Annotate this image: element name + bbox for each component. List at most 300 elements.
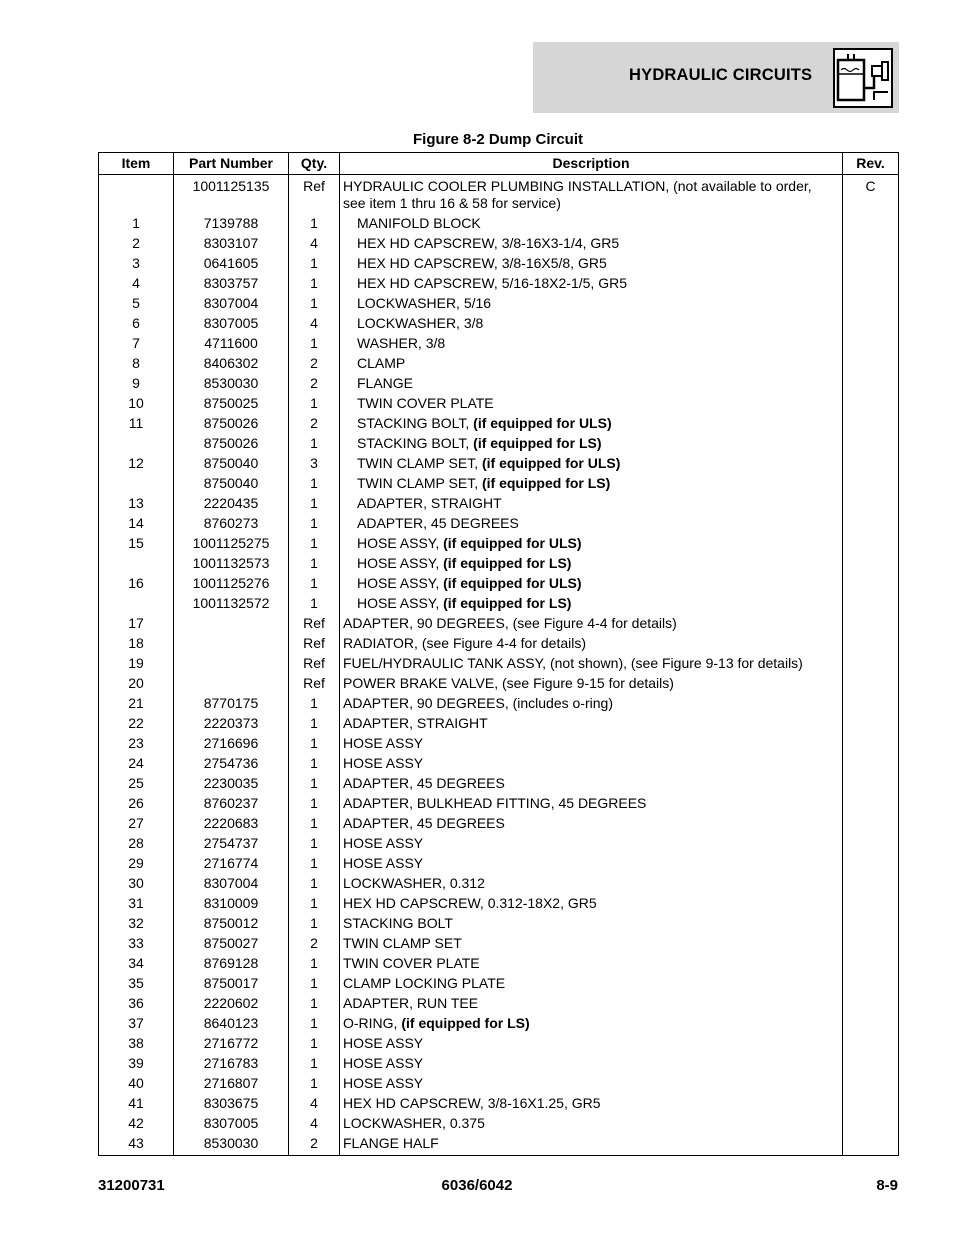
description-cell bbox=[340, 254, 843, 274]
equipment-note: (if equipped for LS) bbox=[481, 475, 611, 491]
description-text: ADAPTER, 45 DEGREES bbox=[357, 515, 519, 531]
qty-cell: 1 bbox=[289, 1074, 340, 1094]
table-row bbox=[99, 774, 899, 794]
description-text: ADAPTER, BULKHEAD FITTING, 45 DEGREES bbox=[343, 795, 647, 811]
description-cell bbox=[340, 334, 843, 354]
description-text: STACKING BOLT, bbox=[357, 415, 474, 431]
qty-cell: 1 bbox=[289, 974, 340, 994]
qty-cell: 1 bbox=[289, 894, 340, 914]
description-text: ADAPTER, 90 DEGREES, (includes o-ring) bbox=[343, 695, 613, 711]
description-text: HOSE ASSY bbox=[343, 1075, 424, 1091]
rev-cell bbox=[843, 314, 899, 334]
item-cell: 8 bbox=[99, 354, 174, 374]
part-number-cell bbox=[174, 674, 289, 694]
qty-cell: 4 bbox=[289, 1094, 340, 1114]
description-text: LOCKWASHER, 5/16 bbox=[357, 295, 492, 311]
qty-cell: 1 bbox=[289, 394, 340, 414]
rev-cell bbox=[843, 614, 899, 634]
table-row bbox=[99, 874, 899, 894]
item-cell: 39 bbox=[99, 1054, 174, 1074]
qty-cell: 2 bbox=[289, 1134, 340, 1156]
description-cell bbox=[340, 874, 843, 894]
item-cell bbox=[99, 594, 174, 614]
table-row bbox=[99, 254, 899, 274]
description-text: TWIN CLAMP SET bbox=[343, 935, 462, 951]
description-text: STACKING BOLT bbox=[343, 915, 453, 931]
parts-table bbox=[98, 152, 899, 1156]
item-cell: 9 bbox=[99, 374, 174, 394]
rev-cell bbox=[843, 474, 899, 494]
part-number-cell: 8770175 bbox=[174, 694, 289, 714]
rev-cell bbox=[843, 654, 899, 674]
description-text: RADIATOR, (see Figure 4-4 for details) bbox=[343, 635, 587, 651]
rev-cell bbox=[843, 334, 899, 354]
table-row bbox=[99, 175, 899, 214]
description-cell bbox=[340, 1134, 843, 1156]
rev-cell bbox=[843, 454, 899, 474]
rev-cell bbox=[843, 414, 899, 434]
rev-cell bbox=[843, 1094, 899, 1114]
description-text: FLANGE bbox=[357, 375, 414, 391]
description-cell bbox=[340, 175, 843, 214]
part-number-cell: 1001132573 bbox=[174, 554, 289, 574]
rev-cell bbox=[843, 274, 899, 294]
description-cell bbox=[340, 934, 843, 954]
description-text: FLANGE HALF bbox=[343, 1135, 439, 1151]
table-row bbox=[99, 274, 899, 294]
table-row bbox=[99, 374, 899, 394]
rev-cell bbox=[843, 734, 899, 754]
description-text: HEX HD CAPSCREW, 3/8-16X3-1/4, GR5 bbox=[357, 235, 620, 251]
qty-cell: 1 bbox=[289, 814, 340, 834]
description-text: TWIN CLAMP SET, bbox=[357, 475, 482, 491]
table-row bbox=[99, 454, 899, 474]
description-text: HOSE ASSY bbox=[343, 1035, 424, 1051]
hydraulic-tank-icon bbox=[833, 48, 893, 108]
table-row bbox=[99, 1094, 899, 1114]
rev-cell bbox=[843, 1114, 899, 1134]
rev-cell bbox=[843, 394, 899, 414]
description-text: ADAPTER, 45 DEGREES bbox=[343, 815, 505, 831]
description-cell bbox=[340, 634, 843, 654]
description-text: HEX HD CAPSCREW, 3/8-16X5/8, GR5 bbox=[357, 255, 607, 271]
description-text: POWER BRAKE VALVE, (see Figure 9-15 for details) bbox=[343, 675, 674, 691]
rev-cell bbox=[843, 1034, 899, 1054]
rev-cell bbox=[843, 1074, 899, 1094]
item-cell: 22 bbox=[99, 714, 174, 734]
table-row bbox=[99, 574, 899, 594]
part-number-cell: 2716783 bbox=[174, 1054, 289, 1074]
item-cell: 32 bbox=[99, 914, 174, 934]
item-cell: 23 bbox=[99, 734, 174, 754]
rev-cell bbox=[843, 714, 899, 734]
figure-title: Figure 8-2 Dump Circuit bbox=[412, 131, 584, 148]
qty-cell: 1 bbox=[289, 214, 340, 234]
qty-cell: 4 bbox=[289, 314, 340, 334]
part-number-cell: 1001125275 bbox=[174, 534, 289, 554]
description-cell bbox=[340, 374, 843, 394]
part-number-cell bbox=[174, 614, 289, 634]
description-cell bbox=[340, 774, 843, 794]
footer-document-number: 31200731 bbox=[98, 1177, 165, 1194]
qty-cell: 1 bbox=[289, 994, 340, 1014]
column-header-item: Item bbox=[99, 153, 174, 175]
item-cell: 30 bbox=[99, 874, 174, 894]
table-row bbox=[99, 674, 899, 694]
part-number-cell: 2220683 bbox=[174, 814, 289, 834]
table-row bbox=[99, 354, 899, 374]
description-text: HOSE ASSY bbox=[343, 755, 424, 771]
description-text: ADAPTER, STRAIGHT bbox=[343, 715, 488, 731]
part-number-cell: 8303757 bbox=[174, 274, 289, 294]
description-cell bbox=[340, 314, 843, 334]
item-cell: 15 bbox=[99, 534, 174, 554]
table-row bbox=[99, 474, 899, 494]
description-cell bbox=[340, 274, 843, 294]
part-number-cell: 4711600 bbox=[174, 334, 289, 354]
part-number-cell: 1001132572 bbox=[174, 594, 289, 614]
table-row bbox=[99, 514, 899, 534]
part-number-cell: 8750040 bbox=[174, 454, 289, 474]
description-cell bbox=[340, 1054, 843, 1074]
rev-cell bbox=[843, 914, 899, 934]
qty-cell: 2 bbox=[289, 354, 340, 374]
qty-cell: 1 bbox=[289, 434, 340, 454]
item-cell: 1 bbox=[99, 214, 174, 234]
table-row bbox=[99, 434, 899, 454]
item-cell: 40 bbox=[99, 1074, 174, 1094]
column-header-rev: Rev. bbox=[843, 153, 899, 175]
part-number-cell: 8307004 bbox=[174, 294, 289, 314]
item-cell: 36 bbox=[99, 994, 174, 1014]
part-number-cell: 8760273 bbox=[174, 514, 289, 534]
qty-cell: 1 bbox=[289, 954, 340, 974]
item-cell: 42 bbox=[99, 1114, 174, 1134]
qty-cell: 1 bbox=[289, 494, 340, 514]
item-cell bbox=[99, 175, 174, 214]
rev-cell bbox=[843, 674, 899, 694]
description-cell bbox=[340, 794, 843, 814]
qty-cell: 1 bbox=[289, 1054, 340, 1074]
table-row bbox=[99, 814, 899, 834]
footer-model: 6036/6042 bbox=[441, 1177, 513, 1194]
table-row bbox=[99, 534, 899, 554]
part-number-cell: 2220373 bbox=[174, 714, 289, 734]
table-row bbox=[99, 994, 899, 1014]
item-cell: 17 bbox=[99, 614, 174, 634]
equipment-note: (if equipped for ULS) bbox=[443, 575, 582, 591]
description-text: HOSE ASSY, bbox=[357, 595, 444, 611]
qty-cell: Ref bbox=[289, 614, 340, 634]
qty-cell: 1 bbox=[289, 474, 340, 494]
qty-cell: 1 bbox=[289, 1034, 340, 1054]
item-cell: 5 bbox=[99, 294, 174, 314]
description-text: LOCKWASHER, 3/8 bbox=[357, 315, 484, 331]
description-text: HOSE ASSY, bbox=[357, 555, 444, 571]
rev-cell bbox=[843, 1014, 899, 1034]
item-cell: 6 bbox=[99, 314, 174, 334]
part-number-cell: 8530030 bbox=[174, 374, 289, 394]
item-cell: 41 bbox=[99, 1094, 174, 1114]
description-text: ADAPTER, 45 DEGREES bbox=[343, 775, 505, 791]
description-cell bbox=[340, 734, 843, 754]
item-cell: 33 bbox=[99, 934, 174, 954]
table-row bbox=[99, 1054, 899, 1074]
description-cell bbox=[340, 474, 843, 494]
equipment-note: (if equipped for LS) bbox=[443, 595, 572, 611]
description-cell bbox=[340, 654, 843, 674]
description-cell bbox=[340, 534, 843, 554]
item-cell: 28 bbox=[99, 834, 174, 854]
table-row bbox=[99, 414, 899, 434]
qty-cell: 1 bbox=[289, 734, 340, 754]
rev-cell bbox=[843, 574, 899, 594]
qty-cell: 1 bbox=[289, 774, 340, 794]
description-cell bbox=[340, 974, 843, 994]
description-text: TWIN COVER PLATE bbox=[343, 955, 480, 971]
rev-cell bbox=[843, 1054, 899, 1074]
part-number-cell: 8750027 bbox=[174, 934, 289, 954]
description-cell bbox=[340, 754, 843, 774]
part-number-cell: 2716807 bbox=[174, 1074, 289, 1094]
table-row bbox=[99, 554, 899, 574]
item-cell: 11 bbox=[99, 414, 174, 434]
qty-cell: 1 bbox=[289, 834, 340, 854]
part-number-cell: 8303107 bbox=[174, 234, 289, 254]
table-header-row bbox=[99, 153, 899, 175]
description-cell bbox=[340, 294, 843, 314]
description-text: HOSE ASSY bbox=[343, 735, 424, 751]
item-cell: 21 bbox=[99, 694, 174, 714]
description-text: CLAMP bbox=[357, 355, 406, 371]
description-cell bbox=[340, 574, 843, 594]
description-cell bbox=[340, 914, 843, 934]
part-number-cell: 8310009 bbox=[174, 894, 289, 914]
description-text: HYDRAULIC COOLER PLUMBING INSTALLATION, (not available to order, see item 1 thru 16 & 58 for service) bbox=[343, 178, 812, 211]
qty-cell: 1 bbox=[289, 554, 340, 574]
table-row bbox=[99, 1074, 899, 1094]
description-cell bbox=[340, 894, 843, 914]
qty-cell: 4 bbox=[289, 234, 340, 254]
table-row bbox=[99, 854, 899, 874]
table-row bbox=[99, 394, 899, 414]
equipment-note: (if equipped for ULS) bbox=[473, 415, 612, 431]
description-text: HEX HD CAPSCREW, 3/8-16X1.25, GR5 bbox=[343, 1095, 601, 1111]
description-text: HOSE ASSY bbox=[343, 855, 424, 871]
part-number-cell: 8760237 bbox=[174, 794, 289, 814]
item-cell: 25 bbox=[99, 774, 174, 794]
qty-cell: 1 bbox=[289, 1014, 340, 1034]
item-cell: 18 bbox=[99, 634, 174, 654]
part-number-cell: 8530030 bbox=[174, 1134, 289, 1156]
part-number-cell: 2230035 bbox=[174, 774, 289, 794]
description-cell bbox=[340, 1094, 843, 1114]
part-number-cell: 2754737 bbox=[174, 834, 289, 854]
item-cell bbox=[99, 554, 174, 574]
rev-cell bbox=[843, 974, 899, 994]
description-cell bbox=[340, 1074, 843, 1094]
description-text: HOSE ASSY, bbox=[357, 575, 444, 591]
description-text: HOSE ASSY bbox=[343, 1055, 424, 1071]
part-number-cell: 8307004 bbox=[174, 874, 289, 894]
description-cell bbox=[340, 514, 843, 534]
part-number-cell: 7139788 bbox=[174, 214, 289, 234]
item-cell: 3 bbox=[99, 254, 174, 274]
description-cell bbox=[340, 994, 843, 1014]
description-text: MANIFOLD BLOCK bbox=[357, 215, 481, 231]
equipment-note: (if equipped for ULS) bbox=[481, 455, 621, 471]
rev-cell bbox=[843, 854, 899, 874]
table-row bbox=[99, 754, 899, 774]
qty-cell: 1 bbox=[289, 874, 340, 894]
description-cell bbox=[340, 1014, 843, 1034]
qty-cell: Ref bbox=[289, 175, 340, 214]
qty-cell: 1 bbox=[289, 534, 340, 554]
table-row bbox=[99, 894, 899, 914]
rev-cell bbox=[843, 774, 899, 794]
qty-cell: 1 bbox=[289, 334, 340, 354]
table-row bbox=[99, 334, 899, 354]
part-number-cell: 1001125276 bbox=[174, 574, 289, 594]
part-number-cell: 0641605 bbox=[174, 254, 289, 274]
item-cell: 31 bbox=[99, 894, 174, 914]
rev-cell bbox=[843, 254, 899, 274]
qty-cell: 1 bbox=[289, 694, 340, 714]
part-number-cell: 8303675 bbox=[174, 1094, 289, 1114]
part-number-cell: 8750012 bbox=[174, 914, 289, 934]
table-row bbox=[99, 974, 899, 994]
item-cell: 7 bbox=[99, 334, 174, 354]
table-row bbox=[99, 914, 899, 934]
table-row bbox=[99, 634, 899, 654]
footer-page-number: 8-9 bbox=[876, 1177, 898, 1194]
rev-cell bbox=[843, 894, 899, 914]
item-cell bbox=[99, 474, 174, 494]
table-row bbox=[99, 594, 899, 614]
item-cell bbox=[99, 434, 174, 454]
rev-cell bbox=[843, 354, 899, 374]
part-number-cell: 8750025 bbox=[174, 394, 289, 414]
part-number-cell bbox=[174, 634, 289, 654]
rev-cell bbox=[843, 554, 899, 574]
table-row bbox=[99, 214, 899, 234]
description-cell bbox=[340, 394, 843, 414]
item-cell: 10 bbox=[99, 394, 174, 414]
column-header-qty: Qty. bbox=[289, 153, 340, 175]
rev-cell bbox=[843, 1134, 899, 1156]
table-row bbox=[99, 234, 899, 254]
equipment-note: (if equipped for ULS) bbox=[443, 535, 582, 551]
item-cell: 12 bbox=[99, 454, 174, 474]
parts-table-body bbox=[99, 175, 899, 1156]
qty-cell: 1 bbox=[289, 514, 340, 534]
qty-cell: 1 bbox=[289, 754, 340, 774]
description-text: HEX HD CAPSCREW, 5/16-18X2-1/5, GR5 bbox=[357, 275, 627, 291]
rev-cell bbox=[843, 954, 899, 974]
part-number-cell: 8750017 bbox=[174, 974, 289, 994]
qty-cell: 1 bbox=[289, 294, 340, 314]
item-cell: 43 bbox=[99, 1134, 174, 1156]
description-cell bbox=[340, 494, 843, 514]
description-cell bbox=[340, 614, 843, 634]
table-row bbox=[99, 714, 899, 734]
description-cell bbox=[340, 954, 843, 974]
rev-cell bbox=[843, 294, 899, 314]
description-text: HEX HD CAPSCREW, 0.312-18X2, GR5 bbox=[343, 895, 597, 911]
rev-cell bbox=[843, 534, 899, 554]
qty-cell: 3 bbox=[289, 454, 340, 474]
part-number-cell: 2716772 bbox=[174, 1034, 289, 1054]
rev-cell bbox=[843, 374, 899, 394]
part-number-cell: 2220435 bbox=[174, 494, 289, 514]
table-row bbox=[99, 1114, 899, 1134]
table-row bbox=[99, 1034, 899, 1054]
item-cell: 20 bbox=[99, 674, 174, 694]
rev-cell bbox=[843, 694, 899, 714]
equipment-note: (if equipped for LS) bbox=[401, 1015, 530, 1031]
rev-cell bbox=[843, 214, 899, 234]
rev-cell bbox=[843, 874, 899, 894]
description-cell bbox=[340, 414, 843, 434]
item-cell: 27 bbox=[99, 814, 174, 834]
rev-cell bbox=[843, 994, 899, 1014]
part-number-cell: 8307005 bbox=[174, 314, 289, 334]
item-cell: 38 bbox=[99, 1034, 174, 1054]
description-text: TWIN CLAMP SET, bbox=[357, 455, 482, 471]
description-cell bbox=[340, 214, 843, 234]
part-number-cell: 8307005 bbox=[174, 1114, 289, 1134]
description-cell bbox=[340, 714, 843, 734]
qty-cell: 4 bbox=[289, 1114, 340, 1134]
description-text: LOCKWASHER, 0.312 bbox=[343, 875, 485, 891]
item-cell: 14 bbox=[99, 514, 174, 534]
qty-cell: 2 bbox=[289, 414, 340, 434]
section-header bbox=[533, 42, 899, 113]
description-text: ADAPTER, STRAIGHT bbox=[357, 495, 502, 511]
rev-cell bbox=[843, 794, 899, 814]
part-number-cell: 8750026 bbox=[174, 434, 289, 454]
description-text: TWIN COVER PLATE bbox=[357, 395, 494, 411]
description-text: HOSE ASSY, bbox=[357, 535, 444, 551]
description-text: WASHER, 3/8 bbox=[357, 335, 446, 351]
part-number-cell: 1001125135 bbox=[174, 175, 289, 214]
rev-cell: C bbox=[843, 175, 899, 214]
item-cell: 35 bbox=[99, 974, 174, 994]
description-cell bbox=[340, 234, 843, 254]
item-cell: 4 bbox=[99, 274, 174, 294]
table-row bbox=[99, 294, 899, 314]
rev-cell bbox=[843, 434, 899, 454]
description-cell bbox=[340, 1034, 843, 1054]
rev-cell bbox=[843, 514, 899, 534]
description-cell bbox=[340, 434, 843, 454]
description-text: HOSE ASSY bbox=[343, 835, 424, 851]
qty-cell: 1 bbox=[289, 714, 340, 734]
table-row bbox=[99, 834, 899, 854]
rev-cell bbox=[843, 934, 899, 954]
description-cell bbox=[340, 594, 843, 614]
part-number-cell: 8750026 bbox=[174, 414, 289, 434]
description-text: O-RING, bbox=[343, 1015, 402, 1031]
description-cell bbox=[340, 814, 843, 834]
qty-cell: 1 bbox=[289, 594, 340, 614]
table-row bbox=[99, 614, 899, 634]
table-row bbox=[99, 494, 899, 514]
part-number-cell: 8769128 bbox=[174, 954, 289, 974]
description-text: LOCKWASHER, 0.375 bbox=[343, 1115, 485, 1131]
part-number-cell bbox=[174, 654, 289, 674]
rev-cell bbox=[843, 234, 899, 254]
